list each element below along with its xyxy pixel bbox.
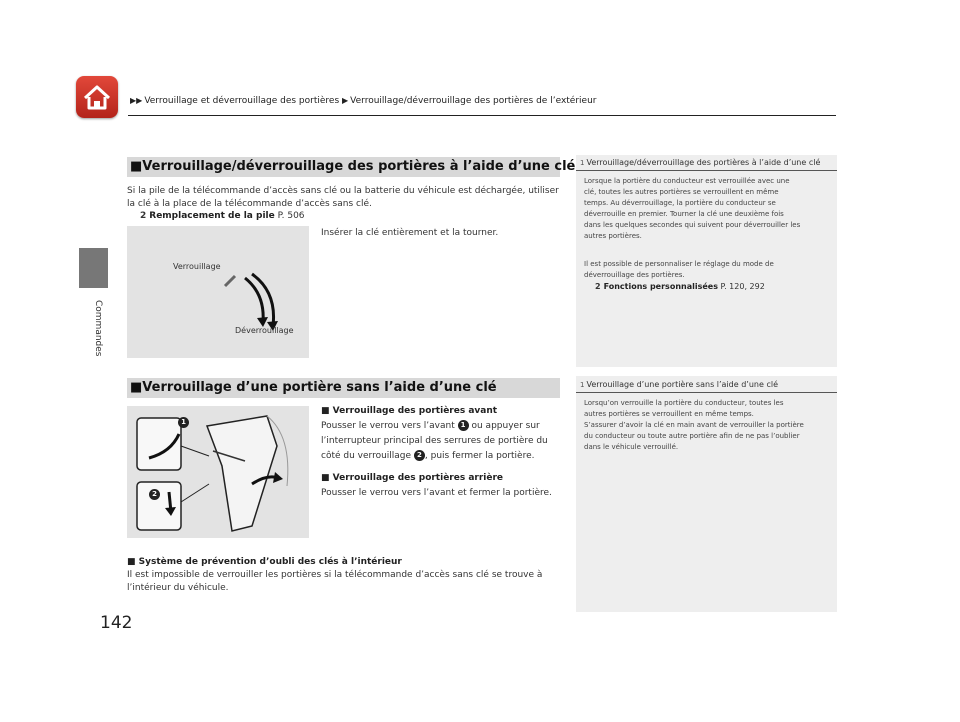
reference-page: P. 506 [277, 211, 305, 221]
front-line-2: l’interrupteur principal des serrures de portière du [321, 436, 548, 446]
note-rule [576, 392, 837, 393]
key-reminder-block [127, 556, 572, 595]
front-text: côté du verrouillage [321, 451, 412, 461]
callout-badge: 1 [178, 417, 189, 428]
key-reminder-line: l’intérieur du véhicule. [127, 583, 229, 593]
reference-arrow-icon: 2 [595, 282, 601, 291]
note-box-key-lock [576, 155, 837, 367]
subsection-marker-icon: ■ [127, 557, 136, 567]
note-box-no-key [576, 376, 837, 612]
note-line: déverrouillage des portières. [584, 271, 685, 279]
front-doors-title [321, 405, 571, 418]
note-line: temps. Au déverrouillage, la portière du conducteur se [584, 199, 776, 207]
front-text: ou appuyer sur [471, 421, 540, 431]
section-heading-key-lock: ■Verrouillage/déverrouillage des portières à l’aide d’une clé [127, 157, 560, 177]
note-paragraph-1 [584, 176, 834, 242]
breadcrumb-arrow: ▶ [342, 96, 349, 105]
breadcrumb-current: Verrouillage/déverrouillage des portières de l’extérieur [350, 96, 597, 106]
note-reference[interactable] [595, 282, 765, 291]
key-reminder-line: Il est impossible de verrouiller les portières si la télécommande d’accès sans clé se trouve à [127, 570, 543, 580]
chapter-label: Commandes [93, 300, 103, 357]
subsection-marker-icon: ■ [321, 406, 330, 416]
front-text: , puis fermer la portière. [424, 451, 535, 461]
callout-1 [178, 412, 189, 431]
note-marker-icon: 1 [580, 159, 585, 167]
header-rule [128, 115, 836, 116]
section-heading-no-key: ■Verrouillage d’une portière sans l’aide d’une clé [127, 378, 560, 398]
reference-battery[interactable] [140, 211, 305, 221]
front-text: Pousser le verrou vers l’avant [321, 421, 455, 431]
front-doors-block [321, 405, 571, 463]
reference-label: Remplacement de la pile [149, 211, 275, 221]
subsection-marker-icon: ■ [321, 473, 330, 483]
section1-intro [127, 185, 567, 211]
note-title-text: Verrouillage d’une portière sans l’aide d’une clé [586, 380, 778, 389]
rear-line-1: Pousser le verrou vers l’avant et fermer la portière. [321, 488, 552, 498]
intro-line: Si la pile de la télécommande d’accès sans clé ou la batterie du véhicule est déchargée, utiliser [127, 186, 559, 196]
rear-doors-block [321, 472, 571, 500]
intro-line: la clé à la place de la télécommande d’accès sans clé. [127, 199, 372, 209]
note-line: dans les quelques secondes qui suivent pour déverrouiller les [584, 221, 801, 229]
callout-badge: 2 [149, 489, 160, 500]
section1-instruction: Insérer la clé entièrement et la tourner. [321, 228, 499, 238]
front-line-3 [321, 450, 571, 463]
callout-2 [149, 484, 160, 503]
reference-page: P. 120, 292 [720, 282, 765, 291]
front-doors-title-text: Verrouillage des portières avant [332, 406, 498, 416]
note-line: du conducteur ou toute autre portière afin de ne pas l’oublier [584, 432, 800, 440]
note-title [580, 158, 820, 167]
reference-arrow-icon: 2 [140, 211, 147, 221]
note-paragraph-2 [584, 259, 834, 281]
note-line: déverrouille en premier. Tourner la clé une deuxième fois [584, 210, 784, 218]
note-line: Lorsque la portière du conducteur est verrouillée avec une [584, 177, 790, 185]
home-button[interactable] [76, 76, 118, 118]
inline-badge-2: 2 [414, 450, 425, 461]
chapter-tab[interactable] [79, 248, 108, 288]
inline-badge-1: 1 [458, 420, 469, 431]
reference-label: Fonctions personnalisées [603, 282, 718, 291]
door-lock-icon [127, 406, 309, 538]
page-number: 142 [100, 613, 133, 633]
front-line-1 [321, 420, 571, 433]
breadcrumb-link-1[interactable]: Verrouillage et déverrouillage des portières [144, 96, 340, 106]
rear-doors-title-text: Verrouillage des portières arrière [332, 473, 504, 483]
rear-doors-title [321, 472, 571, 485]
note-line: dans le véhicule verrouillé. [584, 443, 679, 451]
note-title-text: Verrouillage/déverrouillage des portières à l’aide d’une clé [586, 158, 821, 167]
label-unlock: Déverrouillage [235, 326, 294, 335]
note-line: Lorsqu’on verrouille la portière du conducteur, toutes les [584, 399, 784, 407]
note-line: clé, toutes les autres portières se verrouillent en même [584, 188, 779, 196]
note-paragraph [584, 398, 834, 453]
home-icon [76, 76, 118, 118]
note-line: Il est possible de personnaliser le réglage du mode de [584, 260, 774, 268]
note-rule [576, 170, 837, 171]
note-marker-icon: 1 [580, 381, 585, 389]
breadcrumb [130, 96, 596, 106]
door-lock-illustration [127, 406, 309, 538]
note-line: S’assurer d’avoir la clé en main avant de verrouiller la portière [584, 421, 804, 429]
note-title [580, 380, 778, 389]
note-line: autres portières se verrouillent en même temps. [584, 410, 754, 418]
key-turn-icon [127, 226, 309, 358]
key-reminder-title-text: Système de prévention d’oubli des clés à l’intérieur [138, 557, 402, 567]
note-line: autres portières. [584, 232, 642, 240]
breadcrumb-arrow: ▶▶ [130, 96, 143, 105]
key-turn-illustration [127, 226, 309, 358]
label-lock: Verrouillage [173, 262, 221, 271]
key-reminder-title [127, 556, 572, 569]
